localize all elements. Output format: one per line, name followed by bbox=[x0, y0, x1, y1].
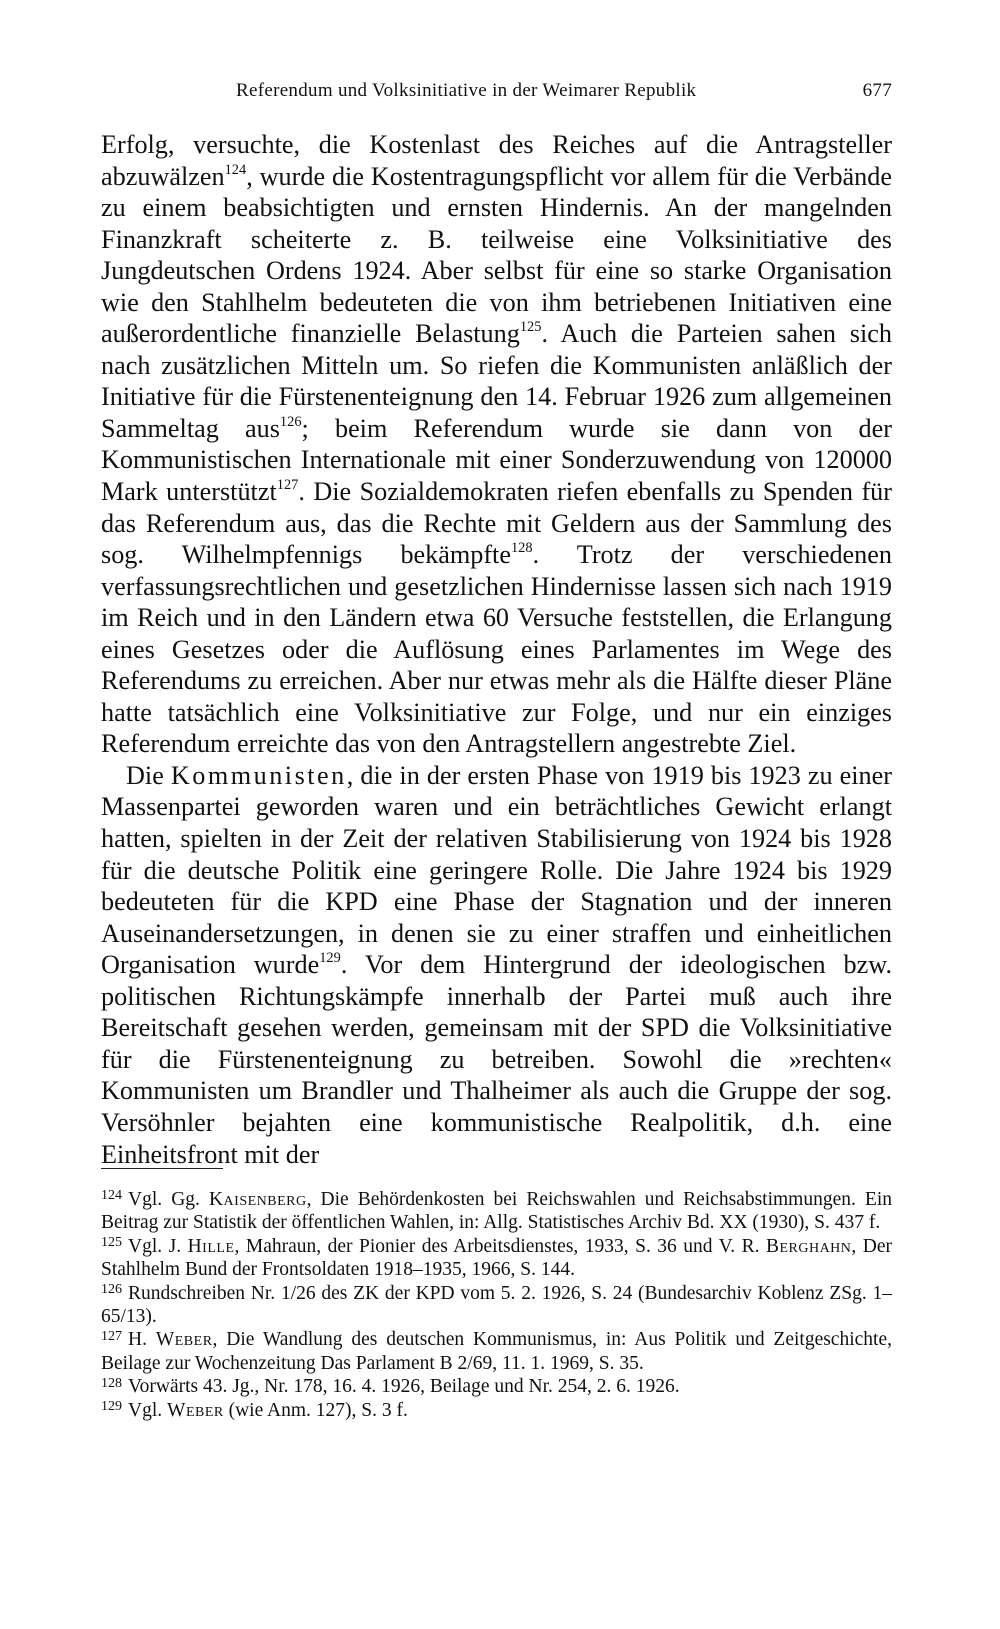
author-name: Kaisenberg bbox=[208, 1189, 307, 1210]
footnote-ref-126: 126 bbox=[279, 414, 302, 431]
footnote-divider bbox=[101, 1168, 223, 1169]
footnotes bbox=[101, 1188, 892, 1422]
paragraph-2: Die Kommunisten, die in der ersten Phase von 1919 bis 1923 zu einer Massenpartei geworden waren und ein beträchtliches Gewicht erlangt hatten, spielten in der Zeit der relativen Stabilisierung von 1924 bis 1928 für die deutsche Politik eine geringere Rolle. Die Jahre 1924 bis 1929 bedeuteten für die KPD eine Phase der Stagnation und der inneren Auseinandersetzungen, in denen sie zu einer straffen und einheitlichen Organisation wurde$^{129}$. Vor dem Hintergrund der ideologischen bzw. politischen Richtungskämpfe innerhalb der Partei muß auch ihre Bereitschaft gesehen werden, gemeinsam mit der SPD die Volksinitiative für die Fürstenenteignung zu betreiben. Sowohl die »rechten« Kommunisten um Brandler und Thalheimer als auch die Gruppe der sog. Versöhnler bejahten eine kommunistische Realpolitik, d.h. eine Einheitsfront mit der bbox=[101, 760, 892, 1169]
page-number: 677 bbox=[862, 80, 892, 101]
footnote-ref-127: 127 bbox=[276, 477, 299, 494]
spaced-term: Kommunisten bbox=[170, 760, 347, 790]
author-name: Weber bbox=[155, 1329, 213, 1351]
body-text bbox=[101, 129, 892, 1170]
paragraph-1: Erfolg, versuchte, die Kostenlast des Reiches auf die Antragsteller abzuwälzen$^{124}$, wurde die Kostentragungspflicht vor allem für die Verbände zu einem beabsichtigten und ernsten Hindernis. An der mangelnden Finanzkraft scheiterte z. B. teilweise eine Volksinitiative des Jungdeutschen Ordens 1924. Aber selbst für eine so starke Organisation wie den Stahlhelm bedeuteten die von ihm betriebenen Initiativen eine außerordentliche finanzielle Belastung$^{125}$. Auch die Parteien sahen sich nach zusätzlichen Mitteln um. So riefen die Kommunisten anläßlich der Initiative für die Fürstenenteignung den 14. Februar 1926 zum allgemeinen Sammeltag aus$^{126}$; beim Referendum wurde sie dann von der Kommunistischen Internationale mit einer Sonderzuwendung von 120000 Mark unterstützt$^{127}$. Die Sozialdemokraten riefen ebenfalls zu Spenden für das Referendum aus, das die Rechte mit Geldern aus der Sammlung des sog. Wilhelmpfennigs bekämpfte$^{128}$. Trotz der verschiedenen verfassungsrechtlichen und gesetzlichen Hindernisse lassen sich nach 1919 im Reich und in den Ländern etwa 60 Versuche feststellen, die Erlangung eines Gesetzes oder die Auflösung eines Parlamentes im Wege des Referendums zu erreichen. Aber nur etwas mehr als die Hälfte dieser Pläne hatte tatsächlich eine Volksinitiative zur Folge, und nur ein einziges Referendum erreichte das von den Antragstellern angestrebte Ziel. bbox=[101, 130, 892, 759]
footnote-ref-124: 124 bbox=[224, 161, 247, 178]
author-name: Weber bbox=[167, 1399, 224, 1421]
author-name: Berghahn bbox=[765, 1235, 852, 1257]
footnote-125: $^{125}$ Vgl. J. Hille, Mahraun, der Pionier des Arbeitsdienstes, 1933, S. 36 und V. R. Berghahn, Der Stahlhelm Bund der Frontsoldaten 1918–1935, 1966, S. 144. bbox=[101, 1234, 892, 1281]
footnote-128: $^{128}$ Vorwärts 43. Jg., Nr. 178, 16. 4. 1926, Beilage und Nr. 254, 2. 6. 1926. bbox=[101, 1374, 680, 1398]
running-head bbox=[100, 74, 892, 108]
footnote-127: $^{127}$ H. Weber, Die Wandlung des deutschen Kommunismus, in: Aus Politik und Zeitgeschichte, Beilage zur Wochenzeitung Das Parlament B 2/69, 11. 1. 1969, S. 35. bbox=[101, 1327, 892, 1374]
footnote-ref-125: 125 bbox=[519, 319, 542, 336]
footnote-126: $^{126}$ Rundschreiben Nr. 1/26 des ZK der KPD vom 5. 2. 1926, S. 24 (Bundesarchiv Koblenz ZSg. 1–65/13). bbox=[101, 1281, 892, 1328]
author-name: Hille bbox=[187, 1235, 235, 1257]
running-title: Referendum und Volksinitiative in der Weimarer Republik bbox=[236, 80, 697, 101]
footnote-ref-128: 128 bbox=[510, 540, 533, 557]
footnote-129: $^{129}$ Vgl. Weber (wie Anm. 127), S. 3 f. bbox=[101, 1398, 408, 1421]
footnote-ref-129: 129 bbox=[319, 950, 341, 967]
footnote-124: $^{124}$ Vgl. Gg. Kaisenberg, Die Behördenkosten bei Reichswahlen und Reichsabstimmungen. Ein Beitrag zur Statistik der öffentlichen Wahlen, in: Allg. Statistisches Archiv Bd. XX (1930), S. 437 f. bbox=[101, 1187, 892, 1234]
